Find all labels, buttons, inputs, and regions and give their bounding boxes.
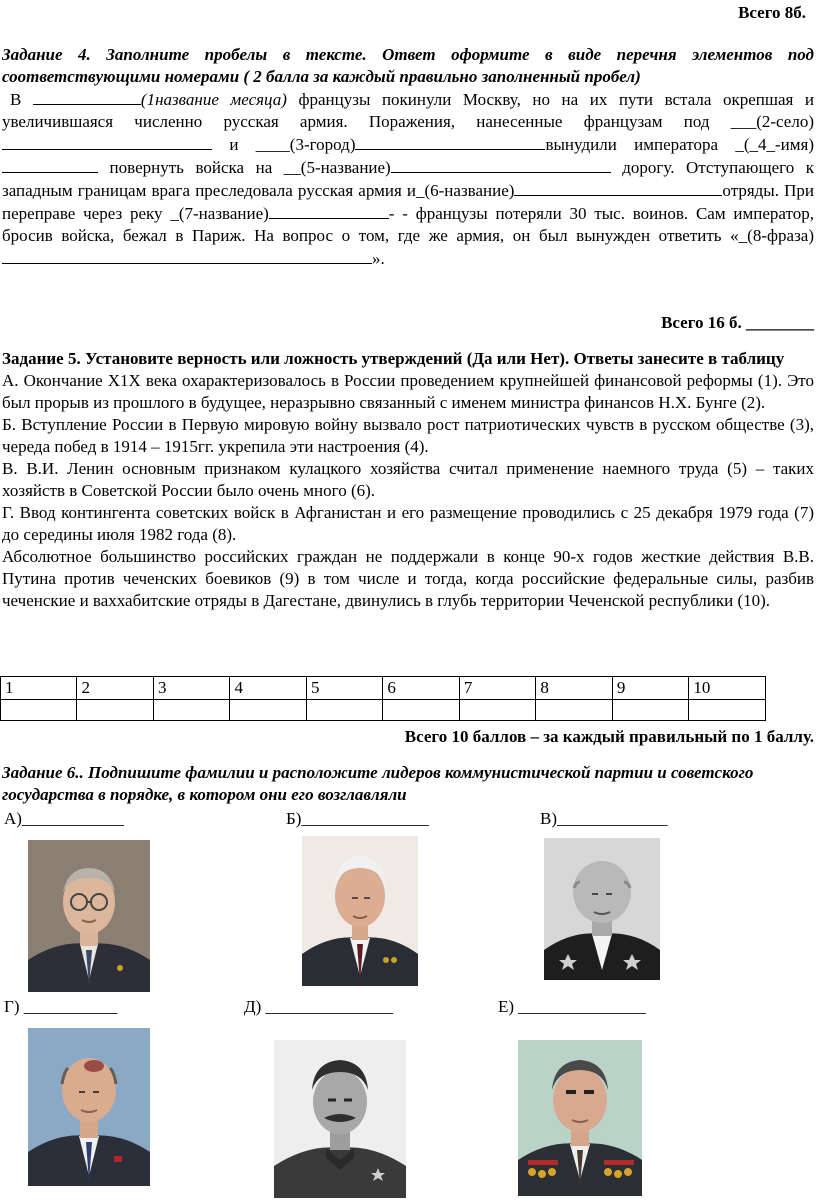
blank-7[interactable]	[269, 202, 389, 219]
task5-statement-v: В. В.И. Ленин основным признаком кулацкого хозяйства считал применение наемного труда (5) – таких хозяйств в Советской России было очень много (6).	[2, 459, 814, 500]
table-header-cell: 7	[459, 677, 535, 700]
blank-3[interactable]	[355, 133, 545, 150]
table-header-cell: 3	[153, 677, 229, 700]
task5-statement-b: Б. Вступление России в Первую мировую войну вызвало рост патриотических чувств в русском обществе (3), череда побед в 1914 – 1915гг. укрепила эти настроения (4).	[2, 415, 814, 456]
answer-table-header-row	[1, 677, 766, 700]
blank-2[interactable]	[2, 133, 212, 150]
task4-section	[2, 44, 814, 270]
task4-text-part: дорогу. Отступающего к западным границам врага преследовала русская армия и_(6-название)	[2, 158, 815, 200]
blank-4[interactable]	[2, 156, 98, 173]
task4-title: Задание 4. Заполните пробелы в тексте. Ответ оформите в виде перечня элементов под соответствующими номерами ( 2 балла за каждый правильно заполненный пробел)	[2, 45, 814, 86]
table-header-cell: 10	[689, 677, 766, 700]
task4-text-part: отряды. При переправе через реку _(7-название)	[2, 181, 814, 223]
answer-cell[interactable]	[306, 700, 382, 721]
task5-title: Задание 5. Установите верность или ложность утверждений (Да или Нет). Ответы занесите в таблицу	[2, 349, 785, 368]
answer-cell[interactable]	[689, 700, 766, 721]
table-header-cell: 5	[306, 677, 382, 700]
answer-cell[interactable]	[612, 700, 688, 721]
task4-text-part: и ____(3-город)	[212, 135, 356, 154]
photo-label-v: В)_____________	[540, 809, 668, 828]
total-16: Всего 16 б. ________	[661, 313, 814, 332]
photo-label-e: Е) _______________	[498, 997, 646, 1016]
portrait-d	[274, 1040, 406, 1198]
answer-cell[interactable]	[77, 700, 153, 721]
photo-label-d: Д) _______________	[244, 997, 394, 1016]
task5-section	[2, 348, 814, 612]
blank-1[interactable]	[33, 88, 141, 105]
photo-label-a: А)____________	[4, 809, 124, 828]
table-header-cell: 1	[1, 677, 77, 700]
answer-table-wrap	[0, 676, 766, 721]
task4-text-part: В	[10, 90, 33, 109]
task4-text-part: повернуть войска на __(5-название)	[98, 158, 391, 177]
table-header-cell: 4	[230, 677, 306, 700]
blank-6[interactable]	[514, 179, 722, 196]
photo-label-b: Б)_______________	[286, 809, 429, 828]
task4-text-part: вынудили императора _(_4_-имя)	[545, 135, 814, 154]
portrait-a	[28, 840, 150, 992]
answer-cell[interactable]	[383, 700, 459, 721]
answer-table	[0, 676, 766, 721]
task5-statement-a: А. Окончание Х1Х века охарактеризовалось в России проведением крупнейшей финансовой реформы (1). Это был прорыв из прошлого в будущее, неразрывно связанный с именем министра финансов Н.Х. Бунге (2).	[2, 371, 814, 412]
table-header-cell: 6	[383, 677, 459, 700]
answer-cell[interactable]	[536, 700, 612, 721]
task4-text	[2, 88, 814, 270]
blank-8[interactable]	[2, 247, 372, 264]
task5-total: Всего 10 баллов – за каждый правильный по 1 баллу.	[404, 727, 814, 746]
task4-text-part: ».	[372, 249, 385, 268]
portrait-b	[302, 836, 418, 986]
task6-section	[2, 762, 802, 806]
photo-label-g: Г) ___________	[4, 997, 118, 1016]
portrait-e	[518, 1040, 642, 1196]
task4-text-part: французы покинули Москву, но на их пути встала окрепшая и увеличившаяся численно русская армия. Поражения, нанесенные французам под ___(2-село)	[2, 90, 814, 131]
header-total: Всего 8б.	[738, 3, 806, 22]
portrait-v	[544, 838, 660, 980]
table-header-cell: 2	[77, 677, 153, 700]
portrait-g	[28, 1028, 150, 1186]
answer-table-input-row	[1, 700, 766, 721]
task4-text-part: - - французы потеряли 30 тыс. воинов. Сам император, бросив войска, бежал в Париж. На вопрос о том, где же армия, он был вынужден ответить «_(8-фраза)	[2, 204, 814, 245]
table-header-cell: 9	[612, 677, 688, 700]
table-header-cell: 8	[536, 677, 612, 700]
answer-cell[interactable]	[153, 700, 229, 721]
task5-statement-g: Г. Ввод контингента советских войск в Афганистан и его размещение проводились с 25 декабря 1979 года (7) до середины июля 1982 года (8).	[2, 503, 814, 544]
blank-5[interactable]	[391, 156, 611, 173]
task5-statement-d: Абсолютное большинство российских граждан не поддержали в конце 90-х годов жесткие действия В.В. Путина против чеченских боевиков (9) в том числе и тогда, когда российские федеральные силы, разбив чеченские и ваххабитские отряды в Дагестане, двинулись в глубь территории Чеченской республики (10).	[2, 547, 814, 610]
answer-cell[interactable]	[1, 700, 77, 721]
answer-cell[interactable]	[230, 700, 306, 721]
task6-title: Задание 6.. Подпишите фамилии и расположите лидеров коммунистической партии и советского государства в порядке, в котором они его возглавляли	[2, 763, 754, 804]
task4-hint-1: (1название месяца)	[140, 90, 287, 109]
answer-cell[interactable]	[459, 700, 535, 721]
